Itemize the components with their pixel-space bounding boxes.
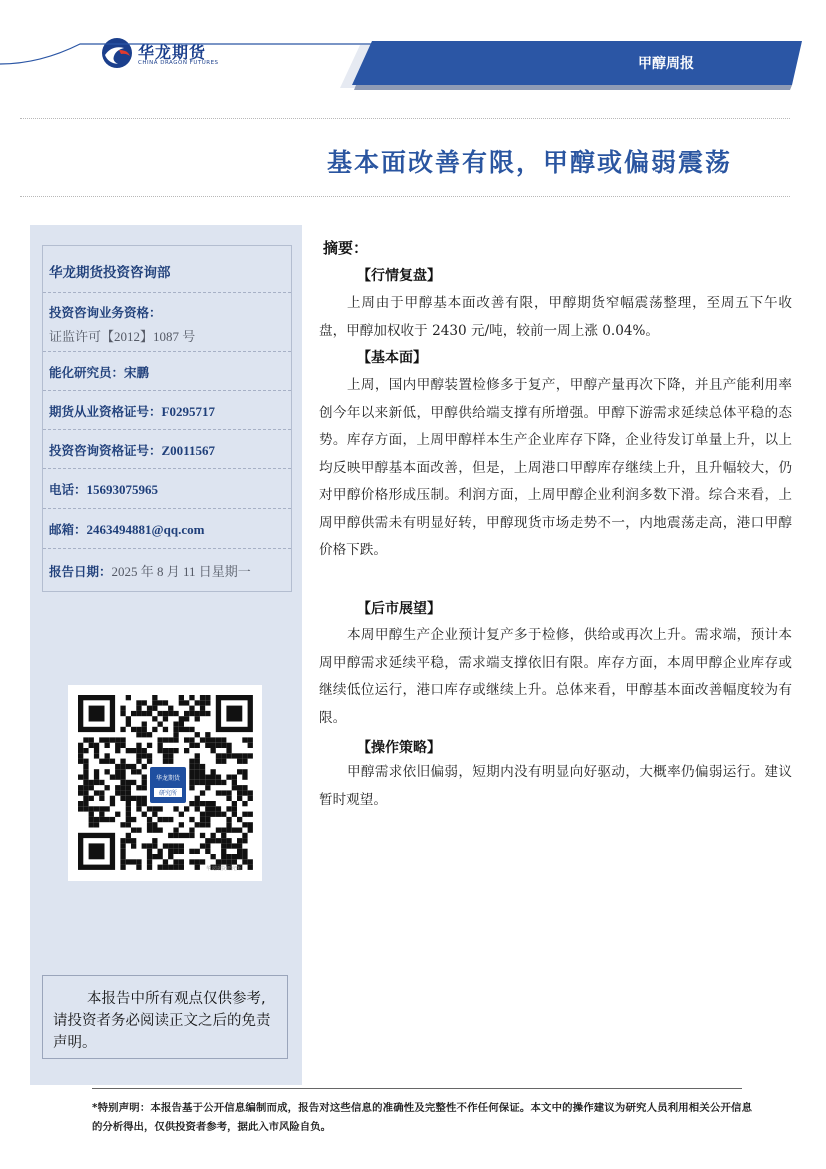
- consult-cert-row: [43, 429, 291, 458]
- logo-text-cn: 华龙期货: [138, 43, 207, 62]
- qualification-row: [43, 292, 291, 344]
- analyst-row: [43, 351, 291, 380]
- notice-box: [42, 975, 288, 1059]
- qr-code[interactable]: [68, 685, 262, 881]
- logo-text-en: CHINA DRAGON FUTURES: [138, 60, 219, 66]
- consult-cert-label: 投资咨询资格证号：: [49, 443, 162, 458]
- email-value[interactable]: 2463494881@qq.com: [86, 522, 205, 537]
- title-divider-top: [20, 118, 790, 119]
- summary-heading: 摘要：: [323, 239, 369, 257]
- analyst-name: 宋鹏: [124, 365, 150, 380]
- notice-text: 本报告中所有观点仅供参考,请投资者务必阅读正文之后的免责声明。: [53, 991, 271, 1051]
- page-title: 基本面改善有限，甲醇或偏弱震荡: [326, 148, 732, 177]
- qualification-label: 投资咨询业务资格：: [49, 305, 162, 320]
- report-date-row: [43, 548, 291, 579]
- section-text-fundamentals: 上周，国内甲醇装置检修多于复产，甲醇产量再次下降，并且产能利用率创今年以来新低，甲醇供给端支撑有所增强。甲醇下游需求延续总体平稳的态势。库存方面，上周甲醇样本生产企业库存下降，企业待发订单量上升，以上均反映甲醇基本面改善，但是，上周港口甲醇库存继续上升，且升幅较大，仍对甲醇价格形成压制。利润方面，上周甲醇企业利润多数下滑。综合来看，上周甲醇供需未有明显好转，甲醇现货市场走势不一，内地震荡走高，港口甲醇价格下跌。: [319, 377, 792, 558]
- header-band: [0, 28, 826, 98]
- email-label: 邮箱：: [49, 522, 87, 537]
- report-date-value: 2025 年 8 月 11 日星期一: [111, 564, 251, 579]
- email-row: [43, 508, 291, 537]
- phone-label: 电话：: [49, 482, 87, 497]
- phone-row: [43, 468, 291, 497]
- qualification-value: 证监许可【2012】1087 号: [49, 329, 196, 344]
- qr-caption: 华龙期货研究所: [206, 866, 242, 872]
- title-divider-bottom: [20, 196, 790, 197]
- qr-center-text-top: 华龙期货: [155, 775, 180, 782]
- qr-center-text-bottom: 研究所: [154, 788, 182, 797]
- section-head-fundamentals: 【基本面】: [357, 350, 427, 366]
- section-text-outlook: 本周甲醇生产企业预计复产多于检修，供给或再次上升。需求端，预计本周甲醇需求延续平稳，需求端支撑依旧有限。库存方面，本周甲醇企业库存或继续低位运行，港口库存或继续上升。总体来看，甲醇基本面改善幅度较为有限。: [319, 627, 792, 726]
- footer-divider: [92, 1088, 742, 1089]
- futures-cert-label: 期货从业资格证号：: [49, 404, 162, 419]
- sidebar: [30, 225, 302, 1085]
- section-head-strategy: 【操作策略】: [357, 740, 441, 756]
- section-text-strategy: 甲醇需求依旧偏弱，短期内没有明显向好驱动，大概率仍偏弱运行。建议暂时观望。: [319, 764, 792, 808]
- section-head-market-review: 【行情复盘】: [357, 268, 441, 284]
- report-type-label: 甲醇周报: [638, 56, 694, 72]
- section-text-market-review: 上周由于甲醇基本面改善有限，甲醇期货窄幅震荡整理，至周五下午收盘，甲醇加权收于 2430 元/吨，较前一周上涨 0.04%。: [319, 295, 792, 339]
- section-head-outlook: 【后市展望】: [357, 601, 441, 617]
- footer-disclaimer: *特别声明：本报告基于公开信息编制而成，报告对这些信息的准确性及完整性不作任何保证。本文中的操作建议为研究人员利用相关公开信息的分析得出，仅供投资者参考，据此入市风险自负。: [92, 1102, 752, 1133]
- futures-cert-row: [43, 390, 291, 419]
- analyst-info-box: [42, 245, 292, 592]
- phone-value: 15693075965: [86, 482, 159, 497]
- department-name: 华龙期货投资咨询部: [49, 265, 171, 281]
- analyst-label: 能化研究员：: [49, 365, 125, 380]
- futures-cert-value: F0295717: [161, 404, 215, 419]
- qr-center-logo: [148, 765, 188, 805]
- consult-cert-value: Z0011567: [161, 443, 215, 458]
- report-date-label: 报告日期：: [49, 564, 112, 579]
